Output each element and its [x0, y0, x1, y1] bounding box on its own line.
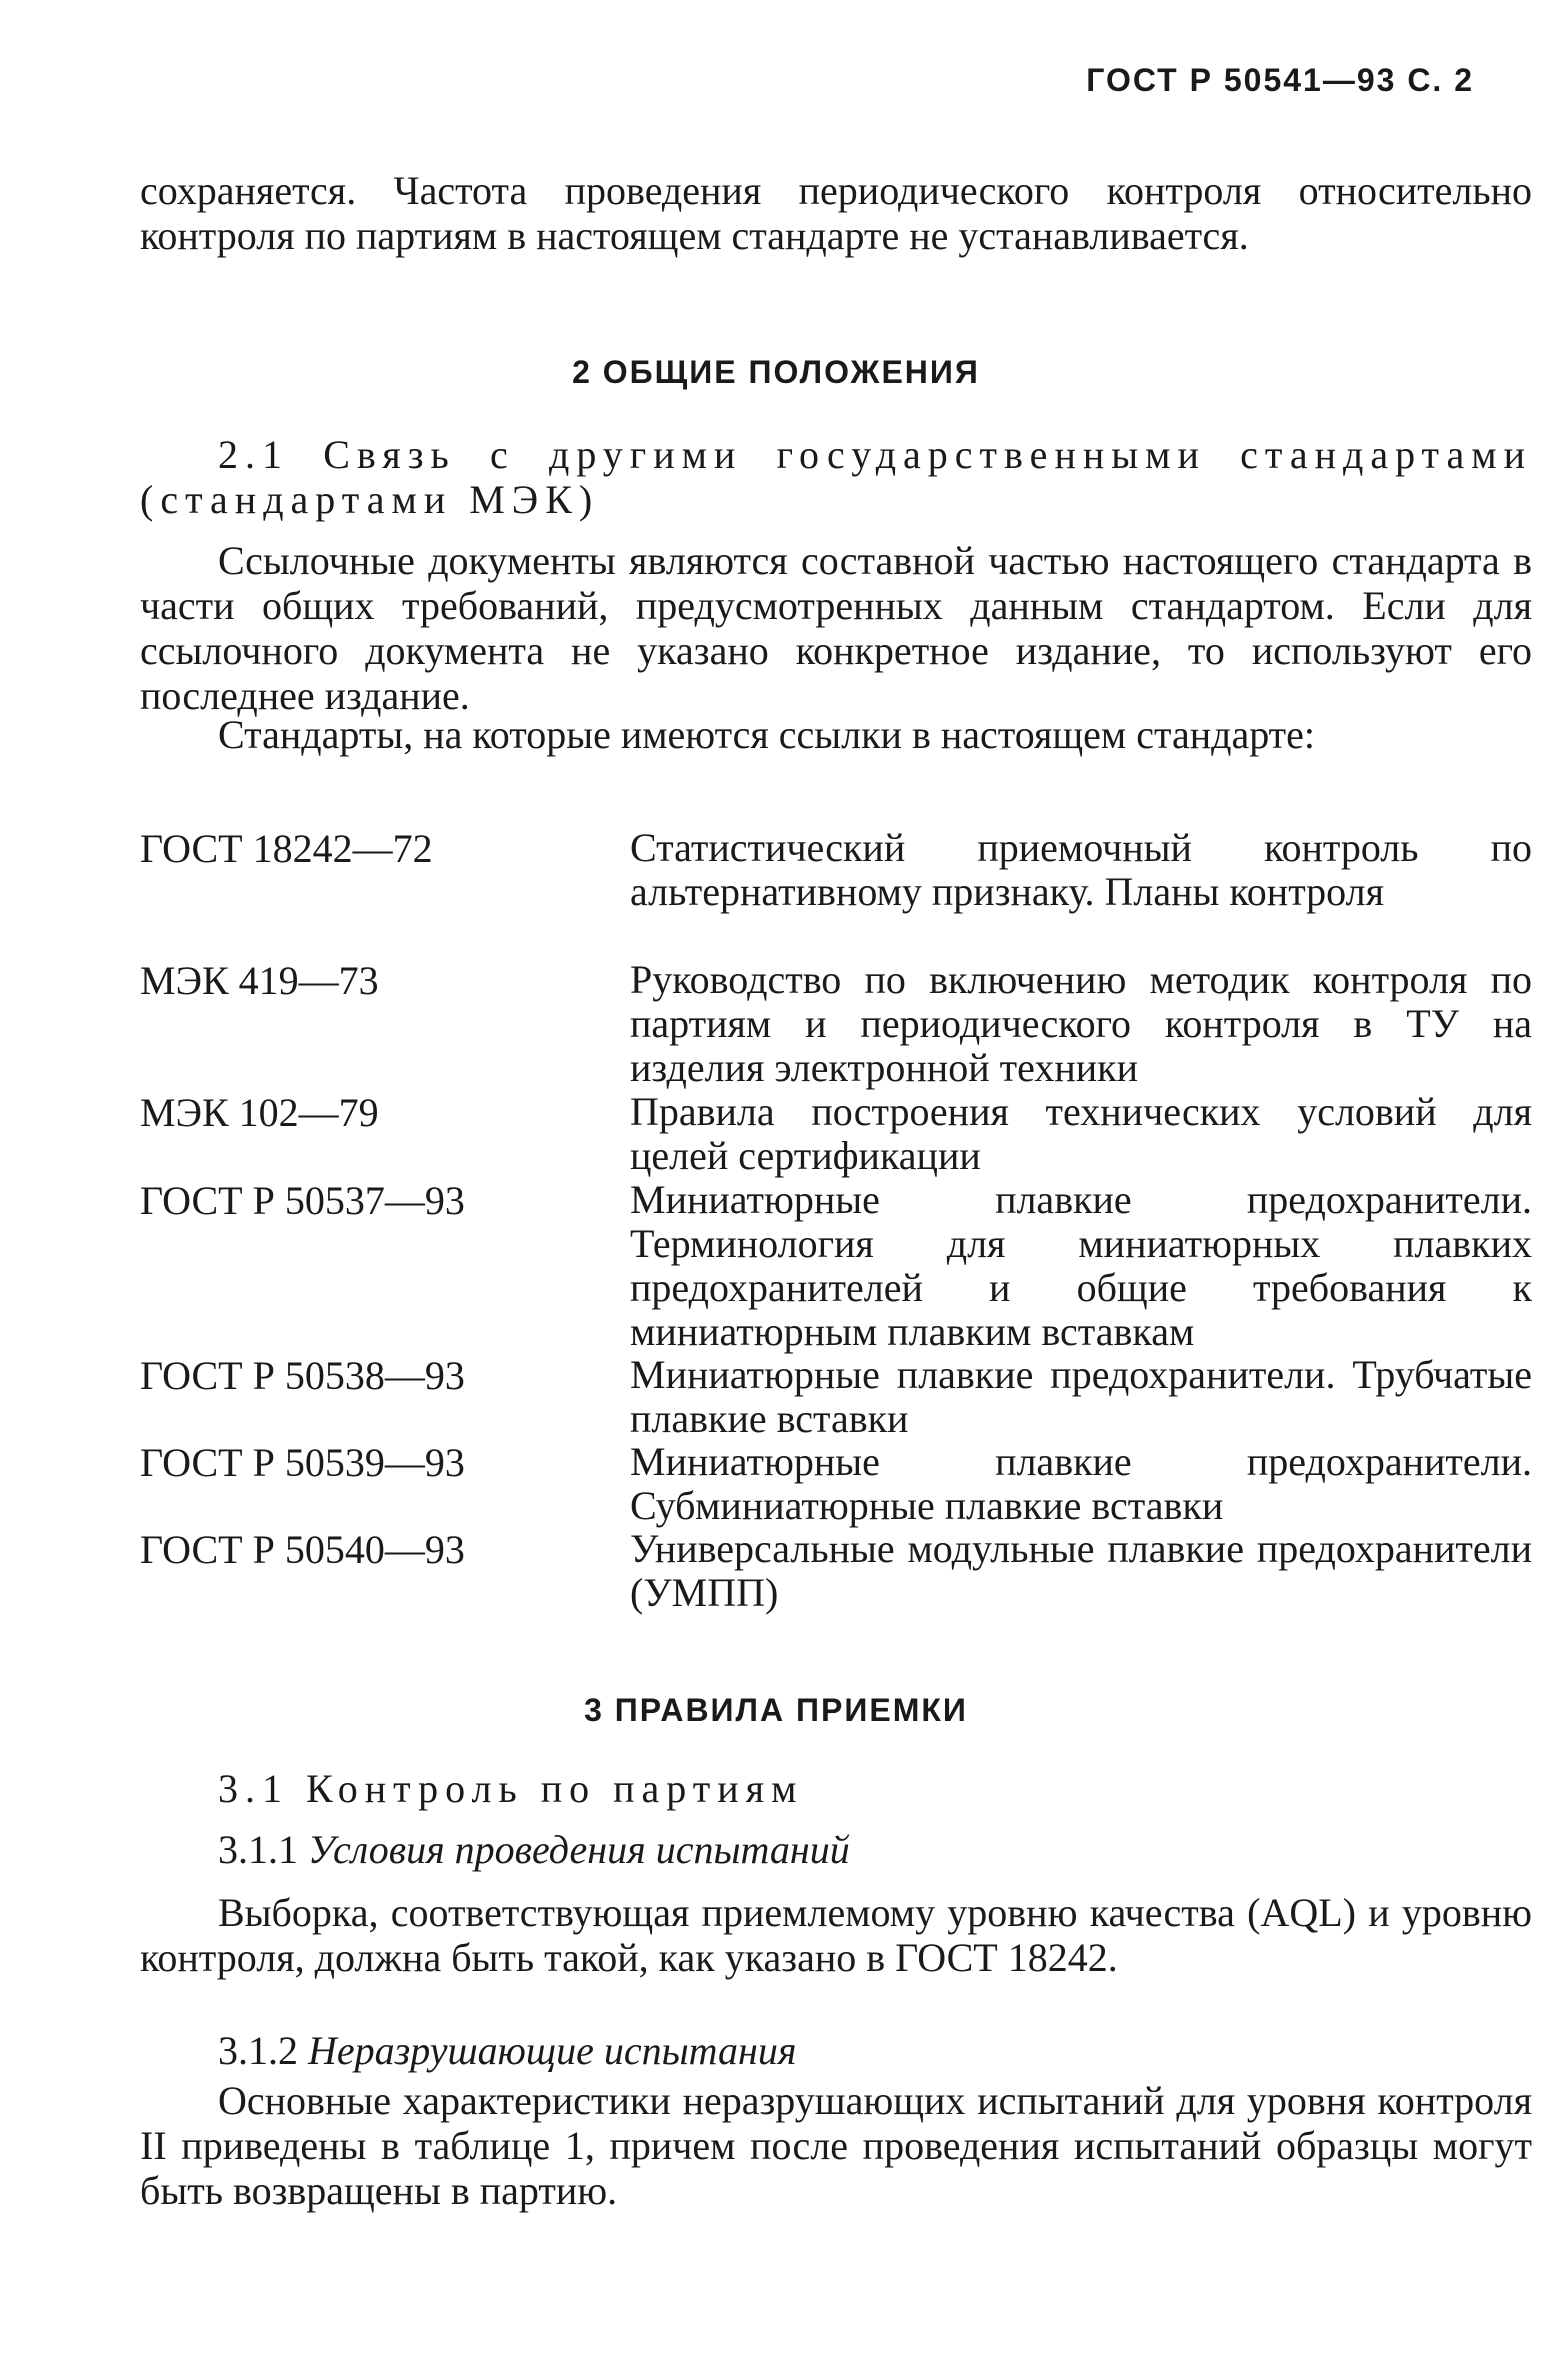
ref-title: Миниатюрные плавкие предохранители. Терминология для миниатюрных плавких предохранителей и общие требования к миниатюрным плавким вставкам: [630, 1177, 1532, 1354]
subsection-3-1-1-text: Условия проведения испытаний: [308, 1827, 850, 1872]
subsection-3-1-2-title: [140, 2028, 1532, 2073]
ref-title: Статистический приемочный контроль по альтернативному признаку. Планы контроля: [630, 825, 1532, 914]
intro-paragraph: сохраняется. Частота проведения периодического контроля относительно контроля по партиям в настоящем стандарте не устанавливается.: [140, 168, 1532, 258]
ref-code: ГОСТ Р 50537—93: [140, 1178, 465, 1223]
subsection-3-1-number: 3.1: [218, 1766, 289, 1811]
page-header: ГОСТ Р 50541—93 С. 2: [1086, 62, 1474, 98]
ref-code: ГОСТ Р 50538—93: [140, 1353, 465, 1398]
subsection-3-1-title: [140, 1766, 1532, 1811]
section-3-heading: 3 ПРАВИЛА ПРИЕМКИ: [584, 1692, 968, 1728]
ref-title: Миниатюрные плавкие предохранители. Трубчатые плавкие вставки: [630, 1352, 1532, 1441]
subsection-2-1-title: [140, 432, 1532, 522]
ref-title: Миниатюрные плавкие предохранители. Субминиатюрные плавкие вставки: [630, 1439, 1532, 1528]
ref-code: ГОСТ Р 50540—93: [140, 1527, 465, 1572]
subsection-3-1-text: Контроль по партиям: [306, 1766, 804, 1811]
ref-code: ГОСТ 18242—72: [140, 826, 433, 871]
subsection-2-1-text: Связь с другими государственными стандартами (стандартами МЭК): [140, 432, 1532, 522]
subsection-2-1-number: 2.1: [218, 432, 289, 477]
subsection-3-1-2-number: 3.1.2: [218, 2028, 298, 2073]
section-2-heading: 2 ОБЩИЕ ПОЛОЖЕНИЯ: [572, 354, 980, 390]
subsection-3-1-1-title: [140, 1827, 1532, 1872]
ref-code: ГОСТ Р 50539—93: [140, 1440, 465, 1485]
subsection-3-1-1-number: 3.1.1: [218, 1827, 298, 1872]
ref-title: Руководство по включению методик контроля по партиям и периодического контроля в ТУ на изделия электронной техники: [630, 957, 1532, 1090]
ref-title: Правила построения технических условий для целей сертификации: [630, 1089, 1532, 1178]
ref-code: МЭК 102—79: [140, 1090, 379, 1135]
subsection-3-1-1-paragraph: Выборка, соответствующая приемлемому уровню качества (AQL) и уровню контроля, должна быть такой, как указано в ГОСТ 18242.: [140, 1890, 1532, 1980]
references-paragraph: Ссылочные документы являются составной частью настоящего стандарта в части общих требований, предусмотренных данным стандартом. Если для ссылочного документа не указано конкретное издание, то используют его последнее издание.: [140, 538, 1532, 718]
ref-code: МЭК 419—73: [140, 958, 379, 1003]
subsection-3-1-2-paragraph: Основные характеристики неразрушающих испытаний для уровня контроля II приведены в таблице 1, причем после проведения испытаний образцы могут быть возвращены в партию.: [140, 2078, 1532, 2213]
references-intro: Стандарты, на которые имеются ссылки в настоящем стандарте:: [218, 712, 1316, 757]
subsection-3-1-2-text: Неразрушающие испытания: [308, 2028, 797, 2073]
ref-title: Универсальные модульные плавкие предохранители (УМПП): [630, 1526, 1532, 1615]
